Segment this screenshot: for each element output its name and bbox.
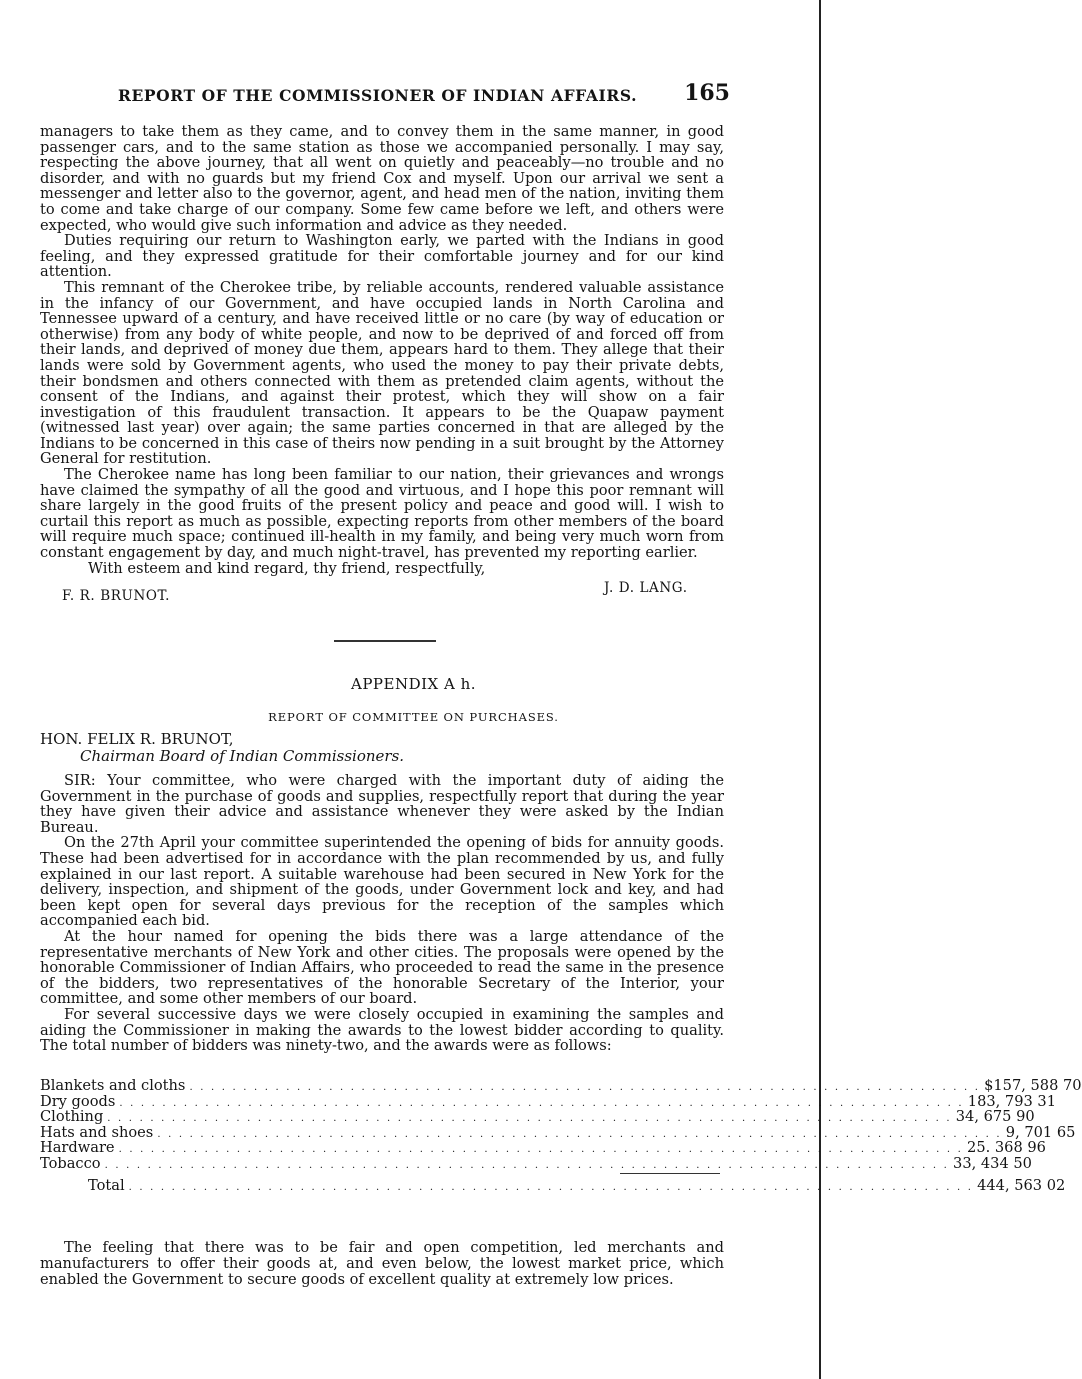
appendix-title: APPENDIX A h. — [350, 675, 477, 693]
award-label: Hats and shoes — [40, 1123, 154, 1141]
paragraph: managers to take them as they came, and to convey them in the same manner, in good passenger cars, and to the same station as those we accompanied personally. I may say, respecting the above journey, that all went on quietly and peaceably—no trouble and no disorder, and with no guards but my friend Cox and myself. Upon our arrival we sent a messenger and letter also to the governor, agent, and head men of the nation, inviting them to come and take charge of our company. Some few came before we left, and others were expected, who would give such information and advice as they needed. — [40, 123, 724, 234]
award-amount: 25. 368 96 — [967, 1139, 1046, 1156]
page-number: 165 — [684, 80, 730, 106]
awards-row — [40, 1123, 1076, 1141]
addressee-title: Chairman Board of Indian Commissioners. — [80, 747, 405, 765]
awards-total-row — [40, 1177, 1066, 1195]
paragraph: This remnant of the Cherokee tribe, by reliable accounts, rendered valuable assistance in the infancy of our Government, and have occupied lands in North Carolina and Tennessee upward of a century, and have received little or no care (by way of education or otherwise) from any body of white people, and now to be deprived of and forced off from their lands, and deprived of money due them, appears hard to them. They allege that their lands were sold by Government agents, who used the money to pay their private debts, their bondsmen and others connected with them as pretended claim agents, without the consent of the Indians, and against their protest, which they will show on a fair investigation of this fraudulent transaction. It appears to be the Quapaw payment (witnessed last year) over again; the same parties concerned in that are alleged by the Indians to be concerned in this case of theirs now pending in a suit brought by the Attorney General for restitution. — [40, 278, 724, 468]
award-label: Clothing — [40, 1108, 104, 1125]
signature-recipient: F. R. BRUNOT. — [62, 588, 171, 604]
total-rule — [620, 1173, 720, 1174]
award-amount: 9, 701 65 — [1005, 1123, 1076, 1141]
letter-body — [40, 124, 724, 576]
award-amount: 183, 793 31 — [967, 1092, 1056, 1110]
award-amount: 34, 675 90 — [955, 1108, 1035, 1125]
paragraph: The feeling that there was to be fair and open competition, led merchants and manufacturers to offer their goods at, and even below, the lowest market price, which enabled the Government to secure goods of excellent quality at extremely low prices. — [40, 1239, 724, 1288]
dot-leader: . . . . . . . . . . . . . . . . . . . . . . . . . . . . . . . . . . . . . . . . . . . . . . . . . . . . . . . . . . . . . . . . . . . . . . . . . . . . . . . — [157, 1128, 1002, 1140]
dot-leader: . . . . . . . . . . . . . . . . . . . . . . . . . . . . . . . . . . . . . . . . . . . . . . . . . . . . . . . . . . . . . . . . . . . . . . . . . . . . . . . — [107, 1113, 952, 1124]
paragraph: At the hour named for opening the bids there was a large attendance of the representative merchants of New York and other cities. The proposals were opened by the honorable Commissioner of Indian Affairs, who proceeded to read the same in the presence of the bidders, two representatives of the honorable Secretary of the Interior, your committee, and some other members of our board. — [40, 927, 724, 1008]
dot-leader: . . . . . . . . . . . . . . . . . . . . . . . . . . . . . . . . . . . . . . . . . . . . . . . . . . . . . . . . . . . . . . . . . . . . . . . . . . — [189, 1082, 981, 1093]
appendix-subtitle: REPORT OF COMMITTEE ON PURCHASES. — [268, 710, 559, 724]
addressee-name: HON. FELIX R. BRUNOT, — [40, 730, 234, 748]
award-amount: 33, 434 50 — [953, 1154, 1032, 1172]
closing-text — [40, 1240, 724, 1288]
section-divider — [334, 640, 436, 642]
dot-leader: . . . . . . . . . . . . . . . . . . . . . . . . . . . . . . . . . . . . . . . . . . . . . . . . . . . . . . . . . . . . . . . . . . . . . . . . . . . . . . . — [128, 1182, 974, 1194]
dot-leader: . . . . . . . . . . . . . . . . . . . . . . . . . . . . . . . . . . . . . . . . . . . . . . . . . . . . . . . . . . . . . . . . . . . . . . . . . . . . . . . — [118, 1144, 964, 1155]
total-label: Total — [88, 1177, 125, 1195]
awards-row — [40, 1092, 1056, 1110]
award-label: Hardware — [40, 1139, 115, 1156]
awards-row — [40, 1108, 1035, 1125]
running-header — [118, 80, 738, 106]
award-label: Blankets and cloths — [40, 1077, 186, 1094]
addressee-block — [40, 731, 404, 765]
running-header-title: REPORT OF THE COMMISSIONER OF INDIAN AFFAIRS. — [118, 86, 638, 105]
signature-author: J. D. LANG. — [604, 580, 688, 596]
award-amount: $157, 588 70 — [984, 1077, 1082, 1094]
awards-table — [40, 1077, 1082, 1195]
awards-row — [40, 1154, 1032, 1172]
paragraph: The Cherokee name has long been familiar to our nation, their grievances and wrongs have claimed the sympathy of all the good and virtuous, and I hope this poor remnant will share largely in the good fruits of the present policy and peace and good will. I wish to curtail this report as much as possible, expecting reports from other members of the board will require much space; continued ill-health in my family, and being very much worn from constant engagement by day, and much night-travel, has prevented my reporting earlier. — [40, 466, 724, 562]
closing-salutation: With esteem and kind regard, thy friend, respectfully, — [88, 559, 486, 577]
paragraph: On the 27th April your committee superintended the opening of bids for annuity goods. These had been advertised for in accordance with the plan recommended by us, and fully explained in our last report. A suitable warehouse had been secured in New York for the delivery, inspection, and shipment of the goods, under Government lock and key, and had been kept open for several days previous for the reception of the samples which accompanied each bid. — [40, 834, 724, 930]
dot-leader: . . . . . . . . . . . . . . . . . . . . . . . . . . . . . . . . . . . . . . . . . . . . . . . . . . . . . . . . . . . . . . . . . . . . . . . . . . . . . . . — [119, 1097, 964, 1109]
appendix-body — [40, 773, 724, 1054]
awards-row — [40, 1077, 1082, 1094]
paragraph: Duties requiring our return to Washington early, we parted with the Indians in good feeling, and they expressed gratitude for their comfortable journey and for our kind attention. — [40, 232, 724, 281]
awards-row — [40, 1139, 1046, 1156]
award-label: Tobacco — [40, 1154, 101, 1172]
paragraph: For several successive days we were closely occupied in examining the samples and aiding the Commissioner in making the awards to the lowest bidder according to quality. The total number of bidders was ninety-two, and the awards were as follows: — [40, 1005, 724, 1055]
dot-leader: . . . . . . . . . . . . . . . . . . . . . . . . . . . . . . . . . . . . . . . . . . . . . . . . . . . . . . . . . . . . . . . . . . . . . . . . . . . . . . . — [104, 1159, 950, 1171]
award-label: Dry goods — [40, 1092, 116, 1110]
paragraph: SIR: Your committee, who were charged with the important duty of aiding the Government in the purchase of goods and supplies, respectfully report that during the year they have given their advice and assistance whenever they were asked by the Indian Bureau. — [40, 772, 724, 836]
total-amount: 444, 563 02 — [977, 1177, 1066, 1195]
